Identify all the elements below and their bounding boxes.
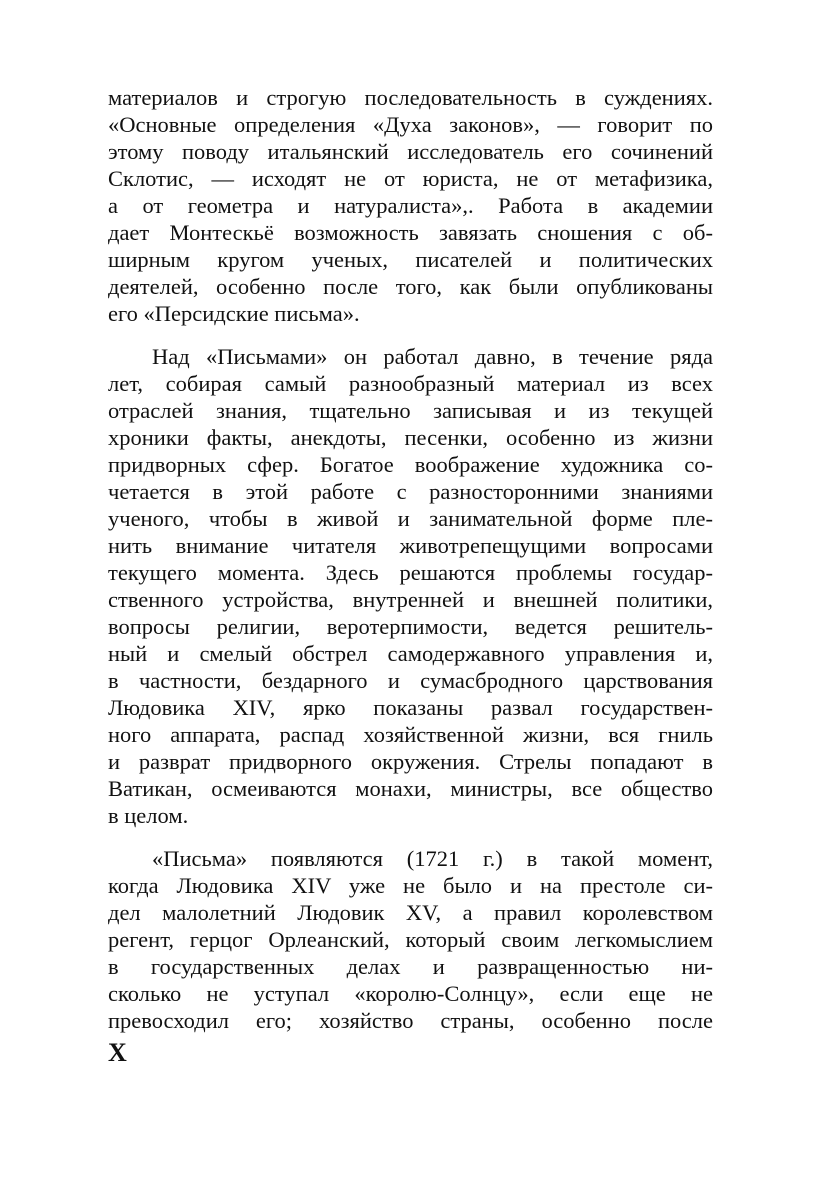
text-line: деятелей, особенно после того, как были опубликованы	[108, 274, 713, 299]
text-line: ученого, чтобы в живой и занимательной форме пле-	[108, 506, 713, 531]
text-line: Над «Письмами» он работал давно, в течение ряда	[152, 344, 713, 369]
text-line: лет, собирая самый разнообразный материал из всех	[108, 371, 713, 396]
text-line: отраслей знания, тщательно записывая и из текущей	[108, 398, 713, 423]
text-line: дает Монтескьё возможность завязать сношения с об-	[108, 220, 713, 245]
text-line: этому поводу итальянский исследователь его сочинений	[108, 139, 713, 164]
text-line: четается в этой работе с разносторонними знаниями	[108, 479, 713, 504]
text-line: в целом.	[108, 803, 189, 828]
text-line: текущего момента. Здесь решаются проблемы государ-	[108, 560, 713, 585]
text-line: Ватикан, осмеиваются монахи, министры, все общество	[108, 776, 713, 801]
text-line: а от геометра и натуралиста»,. Работа в академии	[108, 193, 713, 218]
body-text	[108, 84, 713, 1034]
text-line: Склотис, — исходят не от юриста, не от метафизика,	[108, 166, 713, 191]
text-line: когда Людовика XIV уже не было и на престоле си-	[108, 873, 713, 898]
text-line: Людовика XIV, ярко показаны развал государствен-	[108, 695, 713, 720]
text-line: ного аппарата, распад хозяйственной жизни, вся гниль	[108, 722, 713, 747]
text-line: нить внимание читателя животрепещущими вопросами	[108, 533, 713, 558]
text-line: в частности, бездарного и сумасбродного царствования	[108, 668, 713, 693]
text-line: вопросы религии, веротерпимости, ведется решитель-	[108, 614, 713, 639]
paragraph-2	[108, 343, 713, 829]
text-line: в государственных делах и развращенностью ни-	[108, 954, 713, 979]
paragraph-1	[108, 84, 713, 327]
text-line: и разврат придворного окружения. Стрелы попадают в	[108, 749, 713, 774]
text-line: регент, герцог Орлеанский, который своим легкомыслием	[108, 927, 713, 952]
text-line: превосходил его; хозяйство страны, особенно после	[108, 1008, 713, 1033]
text-line: «Основные определения «Духа законов», — говорит по	[108, 112, 713, 137]
text-line: придворных сфер. Богатое воображение художника со-	[108, 452, 713, 477]
paragraph-3	[108, 845, 713, 1034]
page-number: X	[108, 1038, 127, 1067]
text-line: ственного устройства, внутренней и внешней политики,	[108, 587, 713, 612]
text-line: его «Персидские письма».	[108, 301, 360, 326]
text-line: сколько не уступал «королю-Солнцу», если еще не	[108, 981, 713, 1006]
text-line: дел малолетний Людовик XV, а правил королевством	[108, 900, 713, 925]
text-line: ный и смелый обстрел самодержавного управления и,	[108, 641, 713, 666]
text-line: хроники факты, анекдоты, песенки, особенно из жизни	[108, 425, 713, 450]
text-line: ширным кругом ученых, писателей и политических	[108, 247, 713, 272]
text-line: материалов и строгую последовательность в суждениях.	[108, 85, 713, 110]
text-line: «Письма» появляются (1721 г.) в такой момент,	[152, 846, 713, 871]
